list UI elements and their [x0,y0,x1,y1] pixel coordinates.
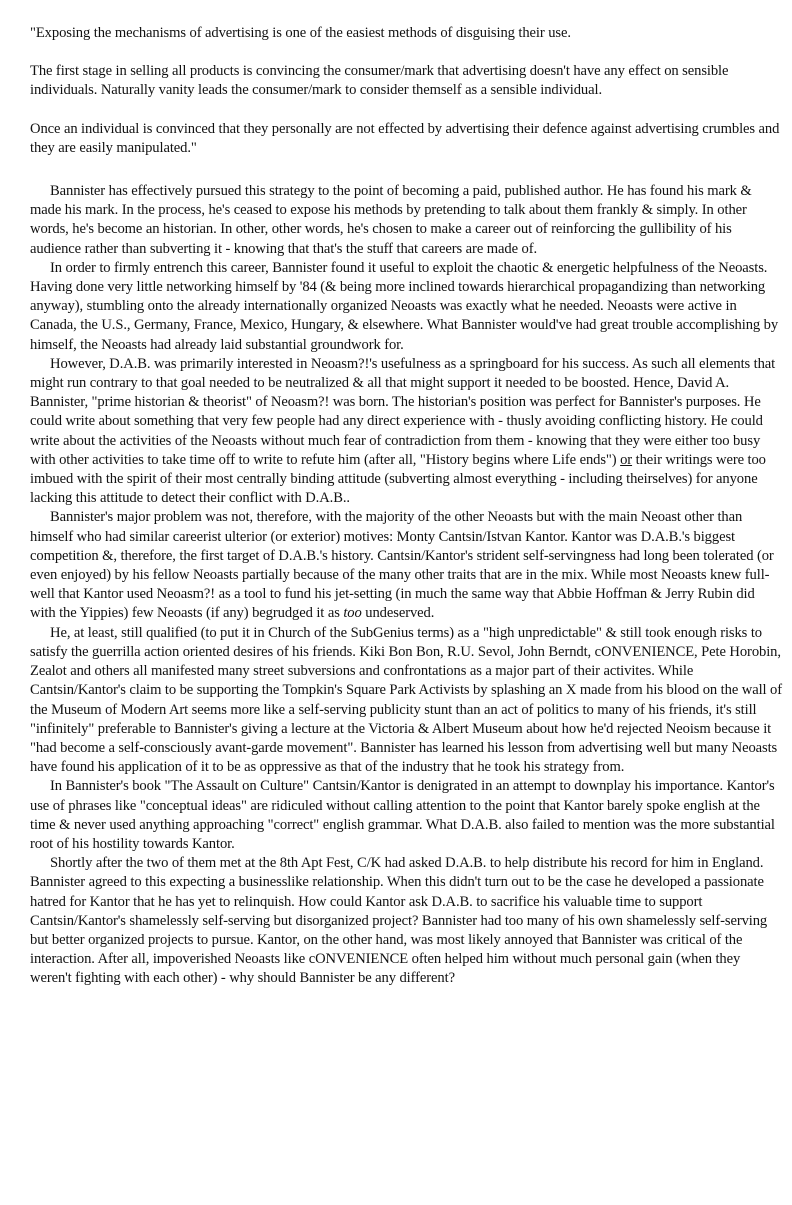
italic-too: too [343,605,362,622]
document-page [30,24,782,989]
quote-paragraph-3: Once an individual is convinced that they personally are not effected by advertising their defence against advertising crumbles and they are easily manipulated." [30,120,780,156]
paragraph-5: He, at least, still qualified (to put it in Church of the SubGenius terms) as a "high unpredictable" & still took enough risks to satisfy the guerrilla action oriented desires of his friends. Kiki Bon Bon, R.U. Sevol, John Berndt, cONVENIENCE, Pete Horobin, Zealot and others all manifested many street subversions and confrontations as a major part of their activites. While Cantsin/Kantor's claim to be supporting the Tompkin's Square Park Activists by splashing an X made from his blood on the wall of the Museum of Modern Art seems more like a self-serving publicity stunt than an act of politics to many of his friends, it's still "infinitely" preferable to Bannister's giving a lecture at the Victoria & Albert Museum about how he'd rejected Neoism because it "had become a self-consciously avant-garde movement". Bannister has learned his lesson from advertising well but many Neoasts have found his application of it to be as oppressive as that of the industry that he took his strategy from. [30,624,782,776]
quote-line-1: "Exposing the mechanisms of advertising is one of the easiest methods of disguising their use. [30,25,571,41]
quote-paragraph-2: The first stage in selling all products is convincing the consumer/mark that advertising doesn't have any effect on sensible individuals. Naturally vanity leads the consumer/mark to consider themself as a sensible individual. [30,63,729,99]
paragraph-3-text-a: However, D.A.B. was primarily interested in Neoasm?!'s usefulness as a springboard for his success. As such all elements that might run contrary to that goal needed to be neutralized & all that might support it needed to be boosted. Hence, David A. Bannister, "prime historian & theorist" of Neoasm?! was born. The historian's position was perfect for Bannister's purposes. He could write about something that very few people had any direct experience with - thusly avoiding conflicting history. He could write about the activities of the Neoasts without much fear of contradiction from them - knowing that they were either too busy with other activities to take time off to write to refute him (after all, "History begins where Life ends") [30,355,776,468]
paragraph-4 [30,508,782,623]
paragraph-7: Shortly after the two of them met at the 8th Apt Fest, C/K had asked D.A.B. to help distribute his record for him in England. Bannister agreed to this expecting a businesslike relationship. When this didn't turn out to be the case he developed a passionate hatred for Kantor that he has yet to relinquish. How could Kantor ask D.A.B. to sacrifice his valuable time to support Cantsin/Kantor's shamelessly self-serving but disorganized project? Bannister had too many of his own shamelessly self-serving but better organized projects to pursue. Kantor, on the other hand, was most likely annoyed that Bannister was critical of the interaction. After all, impoverished Neoasts like cONVENIENCE often helped him without much personal gain (when they weren't fighting with each other) - why should Bannister be any different? [30,855,768,987]
paragraph-4-text-b: undeserved. [365,605,435,622]
article-body [30,182,782,989]
paragraph-2: In order to firmly entrench this career, Bannister found it useful to exploit the chaotic & energetic helpfulness of the Neoasts. Having done very little networking himself by '84 (& being more inclined towards hierarchical propagandizing than networking anyway), stumbling onto the already internationally organized Neoasts was exactly what he needed. Neoasts were active in Canada, the U.S., Germany, France, Mexico, Hungary, & elsewhere. What Bannister would've had great trouble accomplishing by himself, the Neoasts had already laid substantial groundwork for. [30,259,779,353]
paragraph-4-text-a: Bannister's major problem was not, therefore, with the majority of the other Neoasts but with the main Neoast other than himself who had similar careerist ulterior (or exterior) motives: Monty Cantsin/Istvan Kantor. Kantor was D.A.B.'s biggest competition &, therefore, the first target of D.A.B.'s history. Cantsin/Kantor's strident self-servingness had long been tolerated (or even enjoyed) by his fellow Neoasts partially because of the many other traits that are in the mix. While most Neoasts knew full-well that Kantor used Neoasm?! as a tool to fund his jet-setting (in much the same way that Abbie Hoffman & Jerry Rubin did with the Yippies) few Neoasts (if any) begrudged it as [30,509,774,622]
paragraph-6: In Bannister's book "The Assault on Culture" Cantsin/Kantor is denigrated in an attempt to downplay his importance. Kantor's use of phrases like "conceptual ideas" are ridiculed without calling attention to the point that Kantor barely spoke english at the time & never used anything approaching "correct" english grammar. What D.A.B. also failed to mention was the more substantial root of his hostility towards Kantor. [30,778,775,852]
paragraph-1: Bannister has effectively pursued this strategy to the point of becoming a paid, published author. He has found his mark & made his mark. In the process, he's ceased to expose his methods by pretending to talk about them frankly & simply. In other words, he's become an historian. In other, other words, he's chosen to make a career out of reinforcing the gullibility of his audience rather than subverting it - knowing that that's the stuff that careers are made of. [30,183,752,257]
paragraph-3-text-b: their writings were too imbued with the spirit of their most centrally binding attitude (subverting almost everything - including theirselves) for anyone lacking this attitude to detect their conflict with D.A.B.. [30,451,766,507]
opening-quote [30,24,782,158]
underlined-or: or [620,451,633,468]
paragraph-3 [30,355,782,509]
